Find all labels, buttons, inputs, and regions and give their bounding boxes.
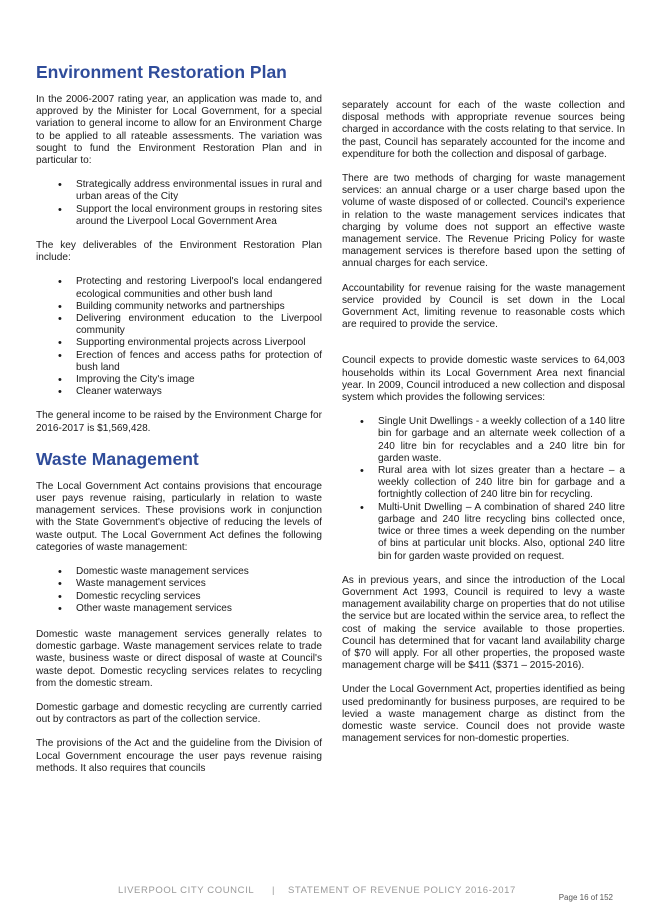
bullet-list	[36, 276, 322, 398]
list-item: • Domestic recycling services	[76, 591, 322, 603]
footer-separator: |	[272, 885, 275, 896]
page-number: Page 16 of 152	[558, 893, 613, 902]
paragraph: There are two methods of charging for waste management services: an annual charge or a user charge based upon the volume of waste disposed of or collected. Council's experience in relation to the waste management services indicates that charging by volume does not support an effective waste management service. The Revenue Pricing Policy for waste management services is therefore based upon the setting of annual charges for each service.	[342, 173, 625, 270]
list-item: • Strategically address environmental issues in rural and urban areas of the City	[76, 179, 322, 203]
paragraph: In the 2006-2007 rating year, an application was made to, and approved by the Minister for Local Government, for a special variation to general income to allow for an Environment Charge to be applied to all rateable assessments. The variation was sought to fund the Environment Restoration Plan and in particular to:	[36, 94, 322, 167]
paragraph: Domestic waste management services generally relates to domestic garbage. Waste management services relate to trade waste, business waste or direct disposal of waste at Council's waste depot. Domestic recycling services relates to recycling from the domestic stream.	[36, 628, 322, 689]
list-item: • Protecting and restoring Liverpool's local endangered ecological communities and other bush land	[76, 276, 322, 300]
paragraph: Accountability for revenue raising for the waste management service provided by Council is set down in the Local Government Act, limiting revenue to reasonable costs which are required to provide the service.	[342, 282, 625, 331]
paragraph: The general income to be raised by the Environment Charge for 2016-2017 is $1,569,428.	[36, 410, 322, 434]
footer-document-title: STATEMENT OF REVENUE POLICY 2016-2017	[288, 885, 516, 896]
paragraph: The key deliverables of the Environment Restoration Plan include:	[36, 240, 322, 264]
list-item: • Domestic waste management services	[76, 566, 322, 578]
bullet-list	[342, 416, 625, 562]
heading-waste-management: Waste Management	[36, 448, 199, 469]
list-item: • Delivering environment education to the Liverpool community	[76, 313, 322, 337]
list-item: • Support the local environment groups in restoring sites around the Liverpool Local Government Area	[76, 204, 322, 228]
list-item: • Waste management services	[76, 578, 322, 590]
list-item: • Rural area with lot sizes greater than a hectare – a weekly collection of 240 litre bin for garbage and a fortnightly collection of 240 litre bin for recycling.	[378, 465, 625, 502]
list-item: • Supporting environmental projects across Liverpool	[76, 337, 322, 349]
list-item: • Single Unit Dwellings - a weekly collection of a 140 litre bin for garbage and an alternate week collection of a 240 litre bin for recyclables and a 240 litre bin for garden waste.	[378, 416, 625, 465]
list-item: • Erection of fences and access paths for protection of bush land	[76, 350, 322, 374]
page-footer	[0, 883, 653, 903]
list-item: • Cleaner waterways	[76, 386, 322, 398]
list-item: • Improving the City's image	[76, 374, 322, 386]
paragraph: The Local Government Act contains provisions that encourage user pays revenue raising, particularly in relation to waste management services. These provisions work in conjunction with the State Government's objective of reducing the levels of waste output. The Local Government Act defines the following categories of waste management:	[36, 480, 322, 553]
heading-environment-restoration-plan: Environment Restoration Plan	[36, 62, 287, 82]
paragraph: As in previous years, and since the introduction of the Local Government Act 1993, Council is required to levy a waste management availability charge on properties that do not utilise the service but are located within the service area, to reflect the cost of making the service available to those properties. Council has determined that for vacant land availability charge of $70 will apply. For all other properties, the proposed waste management charge will be $411 ($371 – 2015-2016).	[342, 574, 625, 672]
left-column	[36, 62, 322, 787]
right-column	[342, 100, 625, 757]
footer-organisation: LIVERPOOL CITY COUNCIL	[118, 885, 255, 896]
list-item: • Building community networks and partnerships	[76, 301, 322, 313]
bullet-list	[36, 179, 322, 228]
list-item: • Multi-Unit Dwelling – A combination of shared 240 litre garbage and 240 litre recycling bins collected once, twice or three times a week depending on the number of bins at particular unit blocks. Also, optional 240 litre bin for garden waste provided on request.	[378, 502, 625, 563]
paragraph: The provisions of the Act and the guideline from the Division of Local Government encourage the user pays revenue raising methods. It also requires that councils	[36, 738, 322, 774]
bullet-list	[36, 566, 322, 615]
paragraph: Under the Local Government Act, properties identified as being used predominantly for business purposes, are required to be levied a waste management charge as distinct from the domestic waste service. Council does not provide waste management services for non-domestic properties.	[342, 684, 625, 745]
paragraph: Domestic garbage and domestic recycling are currently carried out by contractors as part of the collection service.	[36, 701, 322, 726]
list-item: • Other waste management services	[76, 603, 322, 615]
paragraph: Council expects to provide domestic waste services to 64,003 households within its Local Government Area next financial year. In 2009, Council introduced a new collection and disposal system which provides the following services:	[342, 355, 625, 404]
paragraph: separately account for each of the waste collection and disposal methods with appropriate revenue sources being charged in accordance with the costs relating to that service. In the past, Council has separately accounted for the income and expenditure for both the collection and disposal of garbage.	[342, 100, 625, 160]
